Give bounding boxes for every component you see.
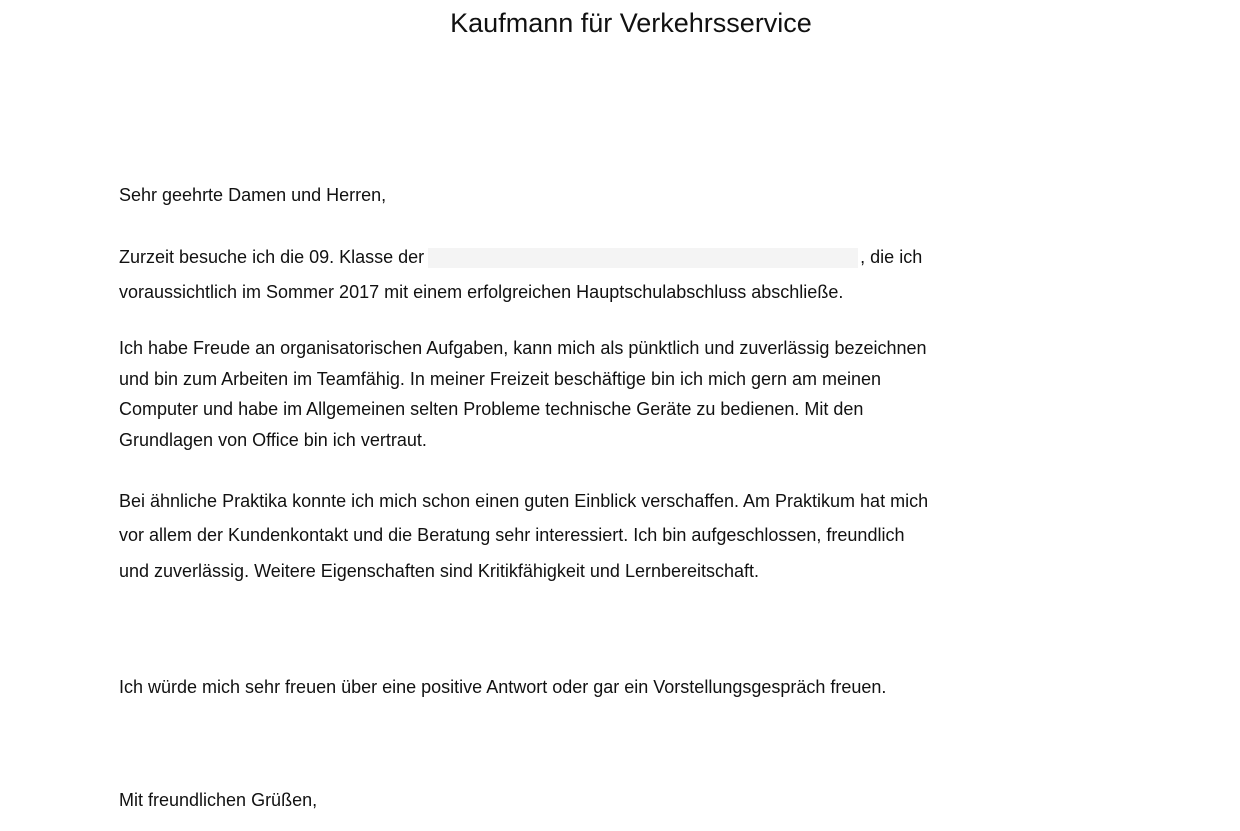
paragraph-3-line: vor allem der Kundenkontakt und die Beratung sehr interessiert. Ich bin aufgeschlossen, freundlich xyxy=(119,525,905,545)
paragraph-2-line: Grundlagen von Office bin ich vertraut. xyxy=(119,430,427,450)
paragraph-4: Ich würde mich sehr freuen über eine positive Antwort oder gar ein Vorstellungsgespräch freuen. xyxy=(119,677,887,697)
paragraph-1-line-2: voraussichtlich im Sommer 2017 mit einem erfolgreichen Hauptschulabschluss abschließe. xyxy=(119,282,844,302)
paragraph-3-line: und zuverlässig. Weitere Eigenschaften sind Kritikfähigkeit und Lernbereitschaft. xyxy=(119,561,760,581)
closing: Mit freundlichen Grüßen, xyxy=(119,790,318,810)
redacted-school-name xyxy=(428,248,858,268)
text: , die ich xyxy=(860,247,923,267)
text: Zurzeit besuche ich die 09. Klasse der xyxy=(119,247,425,267)
paragraph-2-line: Computer und habe im Allgemeinen selten Probleme technische Geräte zu bedienen. Mit den xyxy=(119,399,864,419)
paragraph-1-line-1 xyxy=(119,246,922,268)
document-title: Kaufmann für Verkehrsservice xyxy=(450,8,812,38)
paragraph-2-line: und bin zum Arbeiten im Teamfähig. In meiner Freizeit beschäftige bin ich mich gern am meinen xyxy=(119,369,882,389)
paragraph-2-line: Ich habe Freude an organisatorischen Aufgaben, kann mich als pünktlich und zuverlässig bezeichnen xyxy=(119,338,927,358)
salutation: Sehr geehrte Damen und Herren, xyxy=(119,185,387,205)
paragraph-3-line: Bei ähnliche Praktika konnte ich mich schon einen guten Einblick verschaffen. Am Praktikum hat mich xyxy=(119,491,929,511)
